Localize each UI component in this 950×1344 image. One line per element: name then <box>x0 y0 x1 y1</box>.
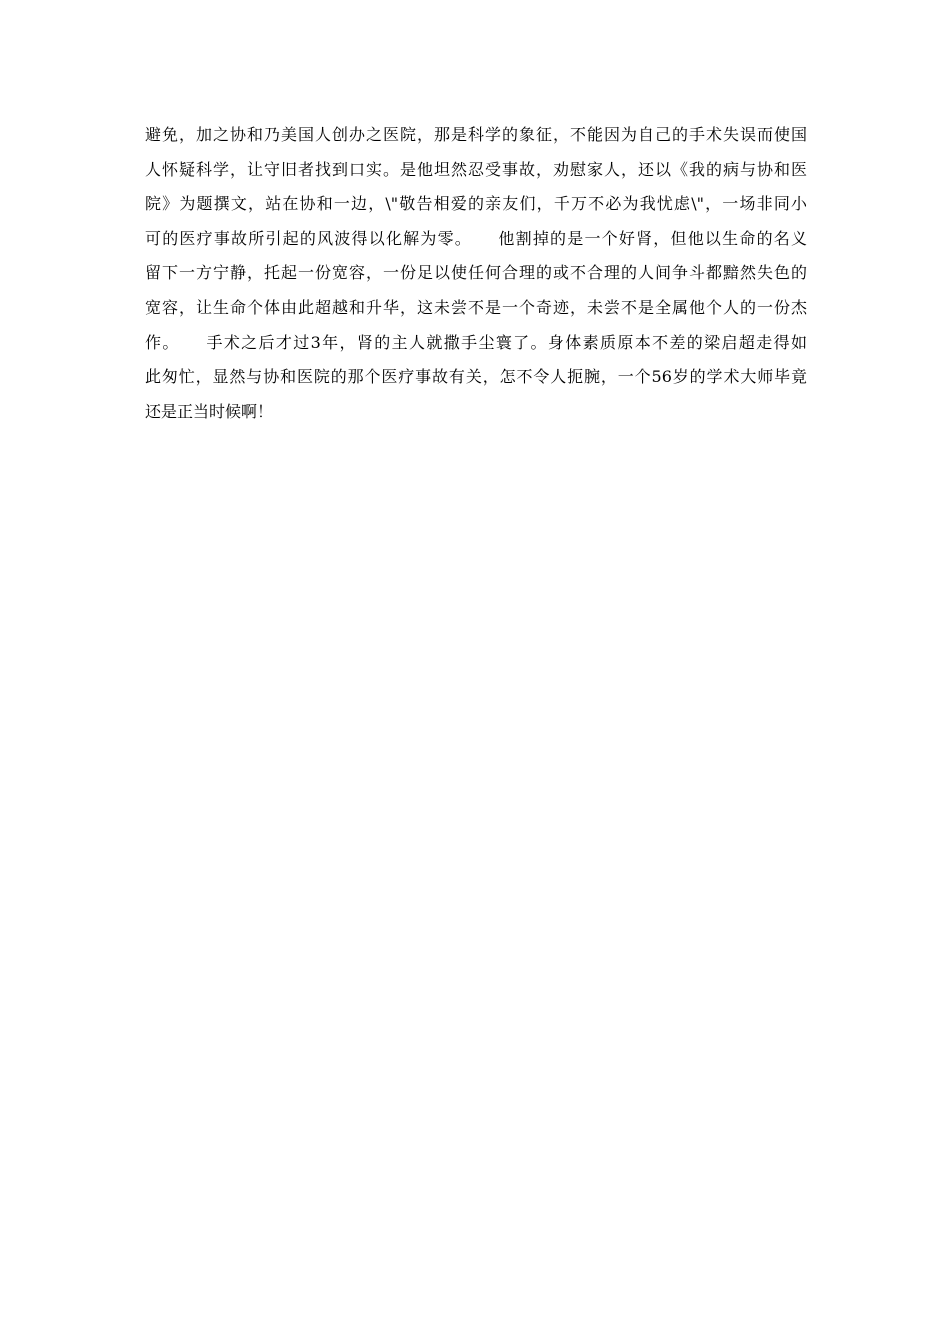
text-line-2: 人怀疑科学，让守旧者找到口实。是他坦然忍受事故，劝慰家人，还以《我的病与协和医 <box>145 159 807 179</box>
body-text <box>145 118 807 429</box>
text-line-8: 此匆忙，显然与协和医院的那个医疗事故有关，怎不令人扼腕，一个56岁的学术大师毕竟 <box>145 367 807 387</box>
text-line-7: 作。 手术之后才过3年，肾的主人就撒手尘寰了。身体素质原本不差的梁启超走得如 <box>145 332 807 352</box>
text-line-6: 宽容，让生命个体由此超越和升华，这未尝不是一个奇迹，未尝不是全属他个人的一份杰 <box>145 297 807 317</box>
text-line-3: 院》为题撰文，站在协和一边，\"敬告相爱的亲友们，千万不必为我忧虑\"，一场非同小 <box>145 194 807 214</box>
text-line-5: 留下一方宁静，托起一份宽容，一份足以使任何合理的或不合理的人间争斗都黯然失色的 <box>145 263 807 283</box>
text-line-9: 还是正当时候啊！ <box>145 401 274 421</box>
text-line-4: 可的医疗事故所引起的风波得以化解为零。 他割掉的是一个好肾，但他以生命的名义 <box>145 228 807 248</box>
text-line-1: 避免，加之协和乃美国人创办之医院，那是科学的象征，不能因为自己的手术失误而使国 <box>145 125 807 144</box>
